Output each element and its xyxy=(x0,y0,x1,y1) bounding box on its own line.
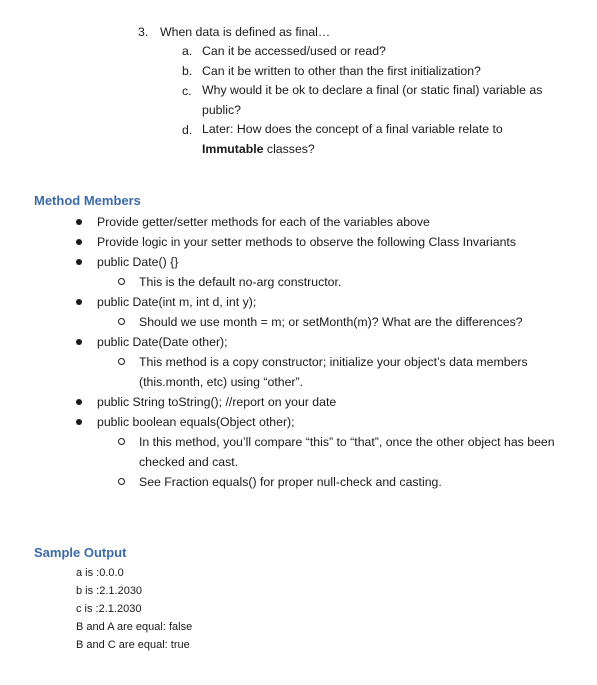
bullet-icon xyxy=(76,419,82,425)
bullet-icon xyxy=(76,399,82,405)
sample-output-heading: Sample Output xyxy=(34,545,127,560)
bullet-icon xyxy=(76,259,82,265)
question-number: 3. xyxy=(138,25,149,39)
output-line: a is :0.0.0 xyxy=(76,567,124,579)
circle-bullet-icon xyxy=(118,478,125,485)
bullet-item: public Date(int m, int d, int y); xyxy=(97,295,257,309)
circle-bullet-icon xyxy=(118,278,125,285)
sub-bullet-item: In this method, you’ll compare “this” to “that”, once the other object has been checked and cast. xyxy=(139,435,555,469)
sub-text-d-bold: Immutable xyxy=(202,141,264,156)
output-line: B and C are equal: true xyxy=(76,639,190,651)
sub-bullet-item: See Fraction equals() for proper null-check and casting. xyxy=(139,475,442,489)
sub-text-b: Can it be written to other than the first initialization? xyxy=(202,64,481,78)
circle-bullet-icon xyxy=(118,318,125,325)
bullet-item: public Date(Date other); xyxy=(97,335,228,349)
sub-text-d-after: classes? xyxy=(266,141,315,156)
bullet-icon xyxy=(76,239,82,245)
question-text: When data is defined as final… xyxy=(160,25,331,39)
output-line: b is :2.1.2030 xyxy=(76,585,143,597)
bullet-item: public String toString(); //report on your date xyxy=(97,395,337,409)
sub-letter-d: d. xyxy=(182,123,193,137)
sub-bullet-item: Should we use month = m; or setMonth(m)? What are the differences? xyxy=(139,315,523,329)
method-members-heading: Method Members xyxy=(34,193,141,208)
bullet-item: Provide getter/setter methods for each of the variables above xyxy=(97,215,430,229)
sub-letter-c: c. xyxy=(182,84,192,98)
circle-bullet-icon xyxy=(118,358,125,365)
output-line: B and A are equal: false xyxy=(76,621,193,633)
circle-bullet-icon xyxy=(118,438,125,445)
sub-text-d-before: Later: How does the concept of a final variable relate to xyxy=(202,122,503,136)
bullet-item: public Date() {} xyxy=(97,255,179,269)
sub-bullet-item: This method is a copy constructor; initialize your object’s data members (this.month, etc) using “other”. xyxy=(139,355,528,389)
bullet-icon xyxy=(76,299,82,305)
bullet-item: Provide logic in your setter methods to observe the following Class Invariants xyxy=(97,235,516,249)
sub-letter-a: a. xyxy=(182,44,193,58)
output-line: c is :2.1.2030 xyxy=(76,603,142,615)
bullet-item: public boolean equals(Object other); xyxy=(97,415,295,429)
sub-letter-b: b. xyxy=(182,64,193,78)
sub-text-a: Can it be accessed/used or read? xyxy=(202,44,386,58)
sub-text-d xyxy=(202,120,562,159)
sub-bullet-item: This is the default no-arg constructor. xyxy=(139,275,342,289)
bullet-icon xyxy=(76,339,82,345)
sub-text-c: Why would it be ok to declare a final (or static final) variable as public? xyxy=(202,83,543,117)
bullet-icon xyxy=(76,219,82,225)
